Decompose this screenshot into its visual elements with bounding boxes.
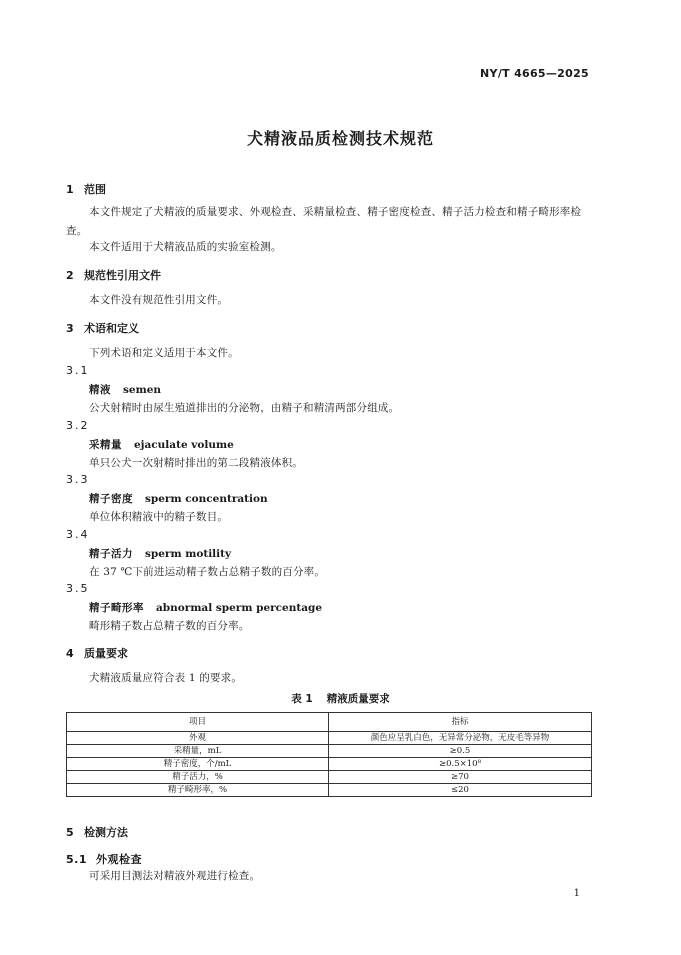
term-number: 3.3	[66, 473, 90, 486]
section-4-paragraph-1: 犬精液质量应符合表 1 的要求。	[89, 672, 243, 684]
table-title: 精液质量要求	[326, 693, 390, 705]
table-header-cell: 项目	[67, 713, 329, 732]
term-chinese: 精子畸形率	[89, 602, 144, 614]
page-number: 1	[573, 888, 580, 899]
term-chinese: 采精量	[89, 439, 122, 451]
term-english: sperm motility	[145, 548, 232, 560]
table-cell: ≥0.5	[329, 745, 592, 758]
table-row	[67, 758, 592, 771]
term-heading	[89, 600, 322, 615]
standard-number: NY/T 4665—2025	[480, 67, 589, 80]
section-title: 范围	[84, 183, 106, 196]
section-1-heading	[66, 181, 106, 197]
table-number: 表 1	[291, 693, 313, 705]
section-5-heading	[66, 824, 128, 840]
term-chinese: 精液	[89, 384, 111, 396]
term-number: 3.2	[66, 419, 90, 432]
term-english: semen	[123, 384, 162, 396]
table-cell: ≥0.5×10⁸	[329, 758, 592, 771]
term-heading	[89, 491, 268, 506]
section-1-paragraph-1: 本文件规定了犬精液的质量要求、外观检查、采精量检查、精子密度检查、精子活力检查和精子畸形率检查。	[66, 206, 582, 237]
term-definition: 在 37 ℃下前进运动精子数占总精子数的百分率。	[89, 566, 326, 578]
quality-requirements-table	[66, 712, 592, 797]
table-row	[67, 745, 592, 758]
table-cell: 精子密度，个/mL	[67, 758, 329, 771]
term-heading	[89, 382, 161, 397]
table-cell: 精子畸形率，%	[67, 784, 329, 797]
table-cell: 采精量，mL	[67, 745, 329, 758]
section-3-heading	[66, 320, 139, 336]
term-english: sperm concentration	[145, 493, 268, 505]
table-cell: 精子活力，%	[67, 771, 329, 784]
section-1-paragraph-2: 本文件适用于犬精液品质的实验室检测。	[89, 241, 282, 253]
term-number: 3.4	[66, 528, 90, 541]
table-cell: 颜色应呈乳白色，无异常分泌物，无皮毛等异物	[329, 732, 592, 745]
subsection-5-1-paragraph: 可采用目测法对精液外观进行检查。	[89, 870, 261, 882]
table-header-row	[67, 713, 592, 732]
table-row	[67, 784, 592, 797]
table-cell: 外观	[67, 732, 329, 745]
subsection-5-1-heading	[66, 851, 142, 867]
term-number: 3.1	[66, 364, 90, 377]
section-title: 质量要求	[84, 647, 128, 660]
term-chinese: 精子密度	[89, 493, 133, 505]
table-cell: ≤20	[329, 784, 592, 797]
section-title: 术语和定义	[84, 322, 139, 335]
table-caption	[0, 691, 681, 706]
subsection-title: 外观检查	[96, 853, 142, 866]
section-title: 检测方法	[84, 826, 128, 839]
table-row	[67, 771, 592, 784]
section-number: 4	[66, 647, 74, 660]
term-english: ejaculate volume	[134, 439, 234, 451]
table-row	[67, 732, 592, 745]
section-number: 3	[66, 322, 74, 335]
term-heading	[89, 546, 231, 561]
section-number: 2	[66, 269, 74, 282]
term-number: 3.5	[66, 582, 90, 595]
table-header-cell: 指标	[329, 713, 592, 732]
term-chinese: 精子活力	[89, 548, 133, 560]
term-definition: 畸形精子数占总精子数的百分率。	[89, 620, 250, 632]
page-title: 犬精液品质检测技术规范	[246, 129, 434, 148]
term-definition: 单只公犬一次射精时排出的第二段精液体积。	[89, 457, 303, 469]
section-number: 5	[66, 826, 74, 839]
section-4-heading	[66, 645, 128, 661]
section-number: 1	[66, 183, 74, 196]
section-2-paragraph-1: 本文件没有规范性引用文件。	[89, 294, 229, 306]
subsection-number: 5.1	[66, 853, 87, 866]
section-2-heading	[66, 267, 161, 283]
term-heading	[89, 437, 234, 452]
section-title: 规范性引用文件	[84, 269, 161, 282]
table-cell: ≥70	[329, 771, 592, 784]
term-definition: 单位体积精液中的精子数目。	[89, 511, 229, 523]
term-english: abnormal sperm percentage	[156, 602, 323, 614]
term-definition: 公犬射精时由尿生殖道排出的分泌物，由精子和精清两部分组成。	[89, 402, 400, 414]
section-3-paragraph-1: 下列术语和定义适用于本文件。	[89, 347, 239, 359]
